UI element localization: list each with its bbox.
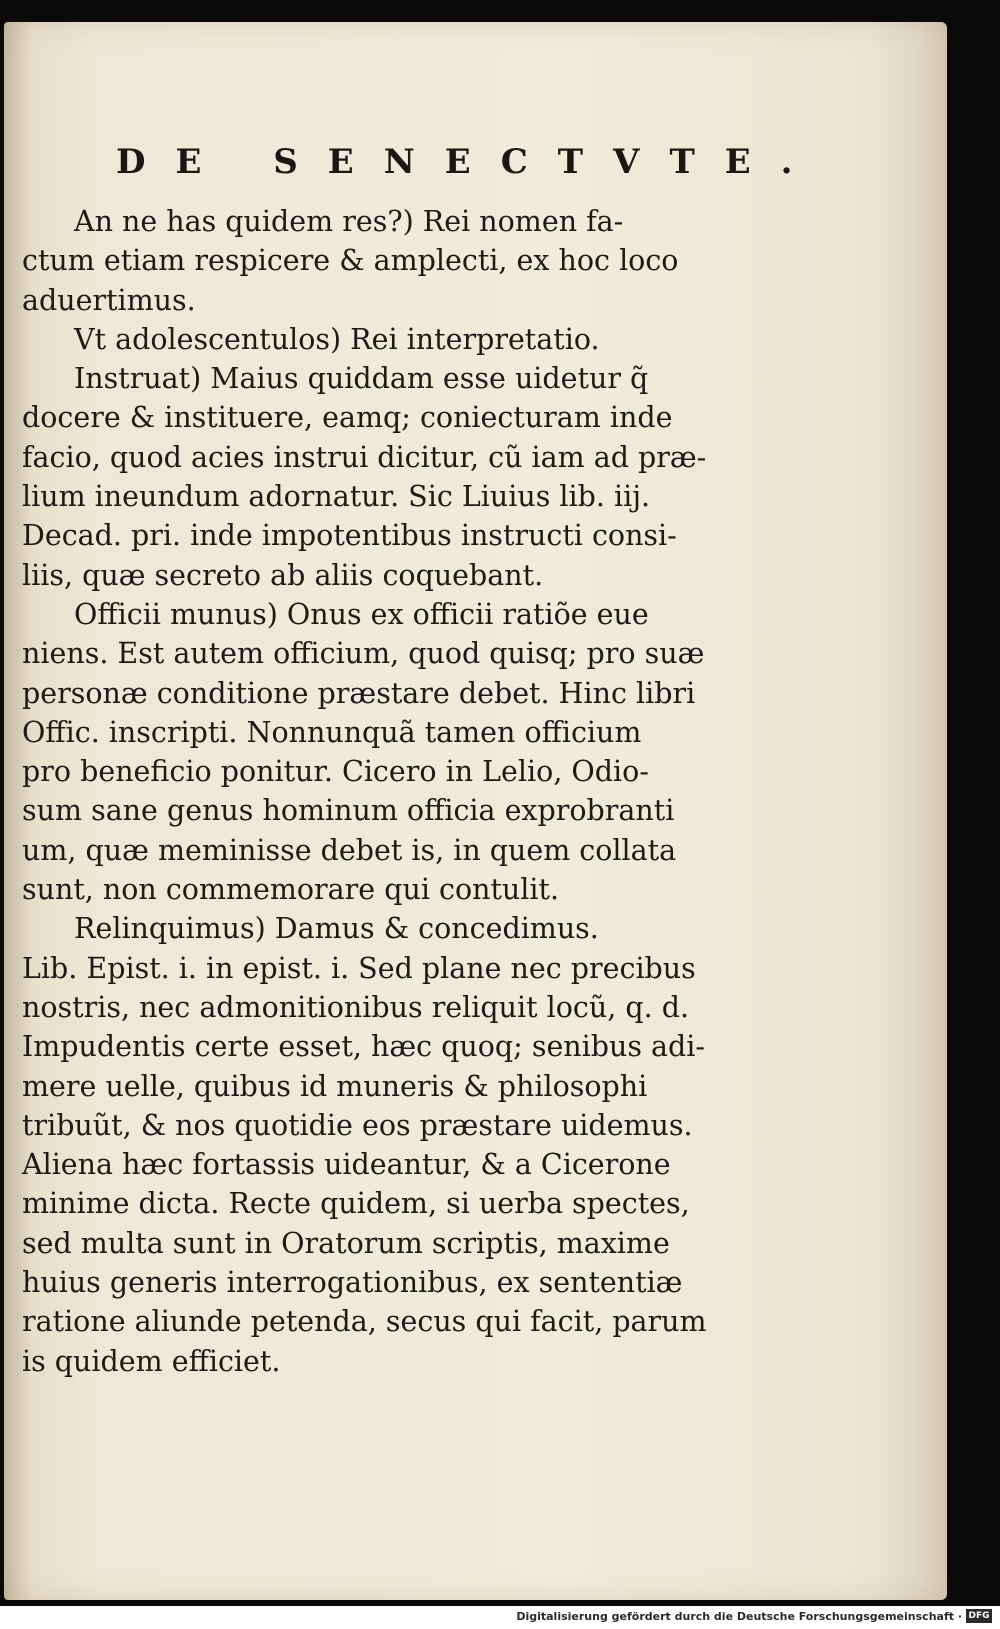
text-line: ratione aliunde petenda, secus qui facit, parum <box>22 1305 707 1339</box>
text-line: sed multa sunt in Oratorum scriptis, maxime <box>22 1226 670 1260</box>
text-line: pro beneficio ponitur. Cicero in Lelio, Odio- <box>22 755 649 789</box>
text-line: um, quæ meminisse debet is, in quem collata <box>22 833 677 867</box>
text-line: An ne has quidem res?) Rei nomen fa- <box>74 205 624 238</box>
text-line: personæ conditione præstare debet. Hinc libri <box>22 676 696 710</box>
text-line: mere uelle, quibus id muneris & philosophi <box>22 1069 648 1103</box>
book-page <box>4 22 947 1600</box>
text-line: minime dicta. Recte quidem, si uerba spectes, <box>22 1187 690 1221</box>
text-line: Vt adolescentulos) Rei interpretatio. <box>74 322 600 356</box>
dfg-logo: DFG <box>966 1609 992 1623</box>
text-line: is quidem efficiet. <box>22 1344 281 1378</box>
text-line: facio, quod acies instrui dicitur, cũ iam ad præ- <box>22 440 707 474</box>
text-line: niens. Est autem officium, quod quisq; pro suæ <box>22 637 705 671</box>
text-line: Aliena hæc fortassis uideantur, & a Cicerone <box>22 1148 671 1182</box>
commentary-text-block <box>22 202 762 1381</box>
text-line: docere & instituere, eamq; coniecturam inde <box>22 401 673 435</box>
running-head: DE SENECTVTE. <box>116 142 823 182</box>
text-line: Decad. pri. inde impotentibus instructi consi- <box>22 519 677 553</box>
text-line: Instruat) Maius quiddam esse uidetur q̃ <box>74 362 649 396</box>
text-line: liis, quæ secreto ab aliis coquebant. <box>22 558 544 592</box>
text-line: huius generis interrogationibus, ex sententiæ <box>22 1266 683 1300</box>
text-line: tribuũt, & nos quotidie eos præstare uidemus. <box>22 1108 693 1142</box>
digitization-credit: Digitalisierung gefördert durch die Deutsche Forschungsgemeinschaft · <box>516 1610 962 1623</box>
text-line: sum sane genus hominum officia exprobranti <box>22 794 675 828</box>
text-line: Offic. inscripti. Nonnunquã tamen officium <box>22 715 642 749</box>
text-line: nostris, nec admonitionibus reliquit locũ, q. d. <box>22 990 690 1024</box>
text-line: ctum etiam respicere & amplecti, ex hoc loco <box>22 244 679 278</box>
text-line: lium ineundum adornatur. Sic Liuius lib. iij. <box>22 480 651 514</box>
text-line: Lib. Epist. i. in epist. i. Sed plane nec precibus <box>22 951 696 985</box>
text-line: Impudentis certe esset, hæc quoq; senibus adi- <box>22 1030 706 1064</box>
text-line: aduertimus. <box>22 283 196 317</box>
text-line: Officii munus) Onus ex officii ratiõe eue <box>74 597 649 631</box>
text-line: Relinquimus) Damus & concedimus. <box>74 912 599 946</box>
text-line: sunt, non commemorare qui contulit. <box>22 873 560 907</box>
